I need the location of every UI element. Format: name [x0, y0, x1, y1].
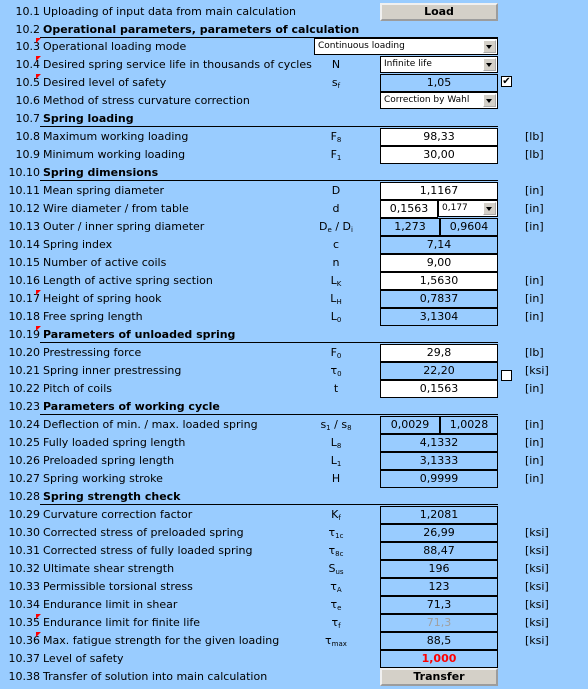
symbol — [296, 76, 376, 90]
row-number: 10.34 — [8, 598, 40, 611]
row-number: 10.14 — [8, 238, 40, 251]
row-10-19 — [0, 326, 588, 344]
row-10-13 — [0, 218, 588, 236]
symbol — [296, 238, 376, 251]
unit-label: [in] — [525, 382, 544, 395]
value-field: 88,5 — [380, 632, 498, 650]
dropdown-select[interactable] — [438, 200, 498, 217]
row-10-1 — [0, 3, 588, 21]
row-number: 10.25 — [8, 436, 40, 449]
row-10-28 — [0, 488, 588, 506]
section-title: Parameters of working cycle — [43, 400, 220, 413]
symbol — [296, 310, 376, 324]
symbol — [296, 418, 376, 432]
row-number: 10.37 — [8, 652, 40, 665]
row-label: Method of stress curvature correction — [43, 94, 250, 107]
chevron-down-icon[interactable] — [483, 58, 496, 71]
unit-label: [ksi] — [525, 364, 549, 377]
symbol-main: D — [331, 184, 341, 197]
row-number: 10.8 — [15, 130, 40, 143]
symbol-main: n — [332, 256, 340, 269]
symbol-main: t — [333, 382, 339, 395]
row-10-29 — [0, 506, 588, 524]
row-10-37 — [0, 650, 588, 668]
dropdown-select[interactable] — [380, 92, 498, 109]
symbol-subscript: max — [331, 640, 347, 648]
row-10-26 — [0, 452, 588, 470]
unit-label: [in] — [525, 184, 544, 197]
unit-label: [ksi] — [525, 544, 549, 557]
row-10-8 — [0, 128, 588, 146]
row-number: 10.1 — [15, 5, 40, 18]
row-number: 10.21 — [8, 364, 40, 377]
row-label: Fully loaded spring length — [43, 436, 186, 449]
unit-label: [in] — [525, 454, 544, 467]
row-10-31 — [0, 542, 588, 560]
row-number: 10.38 — [8, 670, 40, 683]
unit-label: [in] — [525, 220, 544, 233]
symbol-main: L — [330, 436, 337, 449]
symbol-subscript: f — [338, 514, 341, 522]
row-10-30 — [0, 524, 588, 542]
symbol-main: D — [319, 220, 328, 233]
row-number: 10.26 — [8, 454, 40, 467]
symbol-main: d — [332, 202, 340, 215]
value-field: 1,05 — [380, 74, 498, 92]
symbol-main: s — [331, 76, 338, 89]
symbol-main: τ — [328, 526, 336, 539]
section-title: Operational parameters, parameters of calculation — [43, 23, 360, 36]
row-label: Uploading of input data from main calculation — [43, 5, 297, 18]
unit-label: [ksi] — [525, 526, 549, 539]
row-10-22 — [0, 380, 588, 398]
comment-marker — [36, 614, 41, 619]
symbol — [296, 220, 376, 234]
row-10-18 — [0, 308, 588, 326]
symbol-subscript: 1 — [326, 424, 331, 432]
row-10-21 — [0, 362, 588, 380]
symbol-subscript: K — [336, 280, 342, 288]
comment-marker — [36, 326, 41, 331]
symbol-main: F — [330, 148, 337, 161]
dropdown-select[interactable] — [314, 38, 498, 55]
dropdown-select[interactable] — [380, 56, 498, 73]
row-label: Mean spring diameter — [43, 184, 165, 197]
symbol-main: L — [330, 292, 337, 305]
symbol-subscript: 8 — [336, 136, 342, 144]
symbol-subscript: e — [337, 604, 342, 612]
row-label: Desired spring service life in thousands of cycles — [43, 58, 312, 71]
row-number: 10.5 — [15, 76, 40, 89]
symbol — [296, 58, 376, 71]
row-number: 10.19 — [8, 328, 40, 341]
symbol-subscript: 1c — [335, 532, 344, 540]
symbol-main: τ — [330, 598, 338, 611]
symbol-main: τ — [330, 364, 338, 377]
symbol — [296, 202, 376, 215]
value-field: 3,1304 — [380, 308, 498, 326]
row-number: 10.24 — [8, 418, 40, 431]
unit-label: [in] — [525, 418, 544, 431]
row-number: 10.16 — [8, 274, 40, 287]
section-underline — [40, 342, 498, 343]
symbol — [296, 382, 376, 395]
chevron-down-icon[interactable] — [483, 94, 496, 107]
unit-label: [in] — [525, 202, 544, 215]
load-button[interactable]: Load — [380, 3, 498, 21]
symbol-main: F — [330, 130, 337, 143]
row-label: Number of active coils — [43, 256, 167, 269]
section-underline — [40, 414, 498, 415]
symbol-subscript: e — [327, 226, 332, 234]
row-label: Spring inner prestressing — [43, 364, 182, 377]
row-label: Endurance limit in shear — [43, 598, 178, 611]
row-10-34 — [0, 596, 588, 614]
dropdown-value: Infinite life — [384, 59, 432, 69]
row-10-23 — [0, 398, 588, 416]
row-10-32 — [0, 560, 588, 578]
row-label: Permissible torsional stress — [43, 580, 193, 593]
section-underline — [40, 180, 498, 181]
value-field: 0,7837 — [380, 290, 498, 308]
symbol-main: L — [330, 454, 337, 467]
symbol-subscript: f — [338, 622, 341, 630]
row-number: 10.35 — [8, 616, 40, 629]
value-field[interactable]: 29,8 — [380, 344, 498, 362]
row-10-24 — [0, 416, 588, 434]
comment-marker — [36, 290, 41, 295]
comment-marker — [36, 38, 41, 43]
section-title: Spring dimensions — [43, 166, 159, 179]
row-label: Length of active spring section — [43, 274, 213, 287]
symbol — [296, 256, 376, 269]
symbol-main: F — [330, 346, 337, 359]
symbol — [296, 274, 376, 288]
value-field: 0,9999 — [380, 470, 498, 488]
row-number: 10.27 — [8, 472, 40, 485]
symbol — [296, 292, 376, 306]
row-label: Preloaded spring length — [43, 454, 175, 467]
row-10-5 — [0, 74, 588, 92]
value-field: 71,3 — [380, 614, 498, 632]
unit-label: [in] — [525, 472, 544, 485]
value-field-2: 0,9604 — [440, 218, 498, 236]
row-number: 10.4 — [15, 58, 40, 71]
row-10-17 — [0, 290, 588, 308]
symbol — [296, 526, 376, 540]
comment-marker — [36, 56, 41, 61]
symbol — [296, 544, 376, 558]
row-label: Outer / inner spring diameter — [43, 220, 205, 233]
value-field: 123 — [380, 578, 498, 596]
symbol-subscript: 0 — [336, 352, 342, 360]
row-number: 10.31 — [8, 544, 40, 557]
symbol-subscript: 1 — [336, 460, 342, 468]
row-number: 10.3 — [15, 40, 40, 53]
row-number: 10.18 — [8, 310, 40, 323]
value-field: 26,99 — [380, 524, 498, 542]
symbol — [296, 148, 376, 162]
row-10-38 — [0, 668, 588, 686]
row-10-15 — [0, 254, 588, 272]
row-label: Corrected stress of preloaded spring — [43, 526, 244, 539]
symbol-subscript-2: 8 — [347, 424, 352, 432]
symbol-main: τ — [328, 544, 336, 557]
symbol — [296, 634, 376, 648]
symbol-main: N — [331, 58, 341, 71]
row-number: 10.13 — [8, 220, 40, 233]
section-title: Parameters of unloaded spring — [43, 328, 236, 341]
symbol — [296, 616, 376, 630]
row-label: Pitch of coils — [43, 382, 112, 395]
dropdown-value: Correction by Wahl — [384, 95, 470, 105]
symbol-subscript-2: i — [351, 226, 353, 234]
unit-label: [lb] — [525, 346, 544, 359]
row-10-2 — [0, 21, 588, 39]
row-number: 10.28 — [8, 490, 40, 503]
row-number: 10.33 — [8, 580, 40, 593]
row-number: 10.10 — [8, 166, 40, 179]
row-10-27 — [0, 470, 588, 488]
symbol-main-2: / s — [330, 418, 348, 431]
symbol — [296, 436, 376, 450]
row-10-11 — [0, 182, 588, 200]
row-label: Ultimate shear strength — [43, 562, 175, 575]
symbol-subscript: f — [337, 82, 341, 90]
value-field[interactable]: 0,1563 — [380, 200, 438, 218]
symbol-subscript: 1 — [336, 154, 342, 162]
unit-label: [ksi] — [525, 580, 549, 593]
unit-label: [in] — [525, 292, 544, 305]
row-label: Max. fatigue strength for the given loading — [43, 634, 280, 647]
symbol — [296, 346, 376, 360]
checkbox[interactable]: ✔ — [502, 76, 511, 87]
symbol — [296, 130, 376, 144]
value-field[interactable]: 98,33 — [380, 128, 498, 146]
symbol-subscript: 8c — [335, 550, 344, 558]
symbol-main: L — [330, 274, 337, 287]
value-field: 71,3 — [380, 596, 498, 614]
row-label: Level of safety — [43, 652, 124, 665]
dropdown-value: 0,177 — [442, 203, 468, 213]
symbol-main: c — [332, 238, 340, 251]
symbol — [296, 184, 376, 197]
row-10-10 — [0, 164, 588, 182]
value-field[interactable]: 0,1563 — [380, 380, 498, 398]
row-10-16 — [0, 272, 588, 290]
symbol — [296, 364, 376, 378]
row-label: Free spring length — [43, 310, 143, 323]
unit-label: [in] — [525, 274, 544, 287]
unit-label: [ksi] — [525, 616, 549, 629]
symbol-subscript: 8 — [336, 442, 342, 450]
row-number: 10.6 — [15, 94, 40, 107]
row-number: 10.22 — [8, 382, 40, 395]
unit-label: [ksi] — [525, 634, 549, 647]
value-field: 0,0029 — [380, 416, 440, 434]
unit-label: [in] — [525, 310, 544, 323]
row-10-12 — [0, 200, 588, 218]
symbol — [296, 580, 376, 594]
symbol — [296, 562, 376, 576]
row-number: 10.11 — [8, 184, 40, 197]
row-number: 10.29 — [8, 508, 40, 521]
symbol-main: τ — [330, 580, 337, 593]
transfer-button[interactable]: Transfer — [380, 668, 498, 686]
symbol-main: s — [320, 418, 327, 431]
row-label: Minimum working loading — [43, 148, 186, 161]
symbol-main: τ — [325, 634, 332, 647]
row-label: Desired level of safety — [43, 76, 167, 89]
symbol-main: L — [330, 310, 337, 323]
chevron-down-icon[interactable] — [483, 40, 496, 53]
symbol — [296, 508, 376, 522]
symbol-main: K — [331, 508, 339, 521]
value-field[interactable]: 1,5630 — [380, 272, 498, 290]
symbol-main: τ — [331, 616, 339, 629]
symbol — [296, 472, 376, 485]
row-10-33 — [0, 578, 588, 596]
symbol-subscript: H — [336, 298, 342, 306]
row-10-25 — [0, 434, 588, 452]
value-field: 22,20 — [380, 362, 498, 380]
value-field: 4,1332 — [380, 434, 498, 452]
row-number: 10.17 — [8, 292, 40, 305]
value-field-2: 1,0028 — [440, 416, 498, 434]
value-field: 196 — [380, 560, 498, 578]
value-field[interactable]: 1,1167 — [380, 182, 498, 200]
symbol-main-2: / D — [331, 220, 351, 233]
row-10-9 — [0, 146, 588, 164]
unit-label: [ksi] — [525, 562, 549, 575]
value-field: 3,1333 — [380, 452, 498, 470]
value-field[interactable]: 9,00 — [380, 254, 498, 272]
comment-marker — [36, 632, 41, 637]
symbol-subscript: 0 — [337, 370, 342, 378]
row-number: 10.12 — [8, 202, 40, 215]
symbol-main: H — [331, 472, 341, 485]
row-number: 10.7 — [15, 112, 40, 125]
row-number: 10.30 — [8, 526, 40, 539]
row-number: 10.23 — [8, 400, 40, 413]
row-label: Deflection of min. / max. loaded spring — [43, 418, 258, 431]
row-label: Spring working stroke — [43, 472, 163, 485]
row-10-3 — [0, 38, 588, 56]
row-10-35 — [0, 614, 588, 632]
row-number: 10.32 — [8, 562, 40, 575]
symbol-subscript: 0 — [336, 316, 342, 324]
value-field: 1,273 — [380, 218, 440, 236]
row-label: Endurance limit for finite life — [43, 616, 201, 629]
symbol-main: S — [328, 562, 336, 575]
row-label: Height of spring hook — [43, 292, 162, 305]
section-title: Spring strength check — [43, 490, 181, 503]
row-label: Spring index — [43, 238, 113, 251]
value-field: 7,14 — [380, 236, 498, 254]
section-underline — [40, 504, 498, 505]
row-10-14 — [0, 236, 588, 254]
row-label: Prestressing force — [43, 346, 142, 359]
row-10-4 — [0, 56, 588, 74]
row-label: Corrected stress of fully loaded spring — [43, 544, 253, 557]
unit-label: [in] — [525, 436, 544, 449]
row-label: Wire diameter / from table — [43, 202, 189, 215]
row-10-36 — [0, 632, 588, 650]
chevron-down-icon[interactable] — [483, 202, 496, 215]
dropdown-value: Continuous loading — [318, 41, 405, 51]
symbol — [296, 598, 376, 612]
value-field: 88,47 — [380, 542, 498, 560]
row-number: 10.9 — [15, 148, 40, 161]
row-label: Curvature correction factor — [43, 508, 193, 521]
unit-label: [ksi] — [525, 598, 549, 611]
row-number: 10.15 — [8, 256, 40, 269]
row-label: Transfer of solution into main calculation — [43, 670, 268, 683]
unit-label: [lb] — [525, 130, 544, 143]
row-label: Maximum working loading — [43, 130, 189, 143]
section-title: Spring loading — [43, 112, 134, 125]
value-field[interactable]: 30,00 — [380, 146, 498, 164]
symbol — [296, 454, 376, 468]
value-field: 1,2081 — [380, 506, 498, 524]
value-field: 1,000 — [380, 650, 498, 668]
unit-label: [lb] — [525, 148, 544, 161]
row-10-7 — [0, 110, 588, 128]
symbol-subscript: us — [335, 568, 344, 576]
row-10-20 — [0, 344, 588, 362]
comment-marker — [36, 74, 41, 79]
section-underline — [40, 126, 498, 127]
row-number: 10.20 — [8, 346, 40, 359]
row-label: Operational loading mode — [43, 40, 187, 53]
row-number: 10.36 — [8, 634, 40, 647]
row-10-6 — [0, 92, 588, 110]
row-number: 10.2 — [15, 23, 40, 36]
symbol-subscript: A — [336, 586, 342, 594]
